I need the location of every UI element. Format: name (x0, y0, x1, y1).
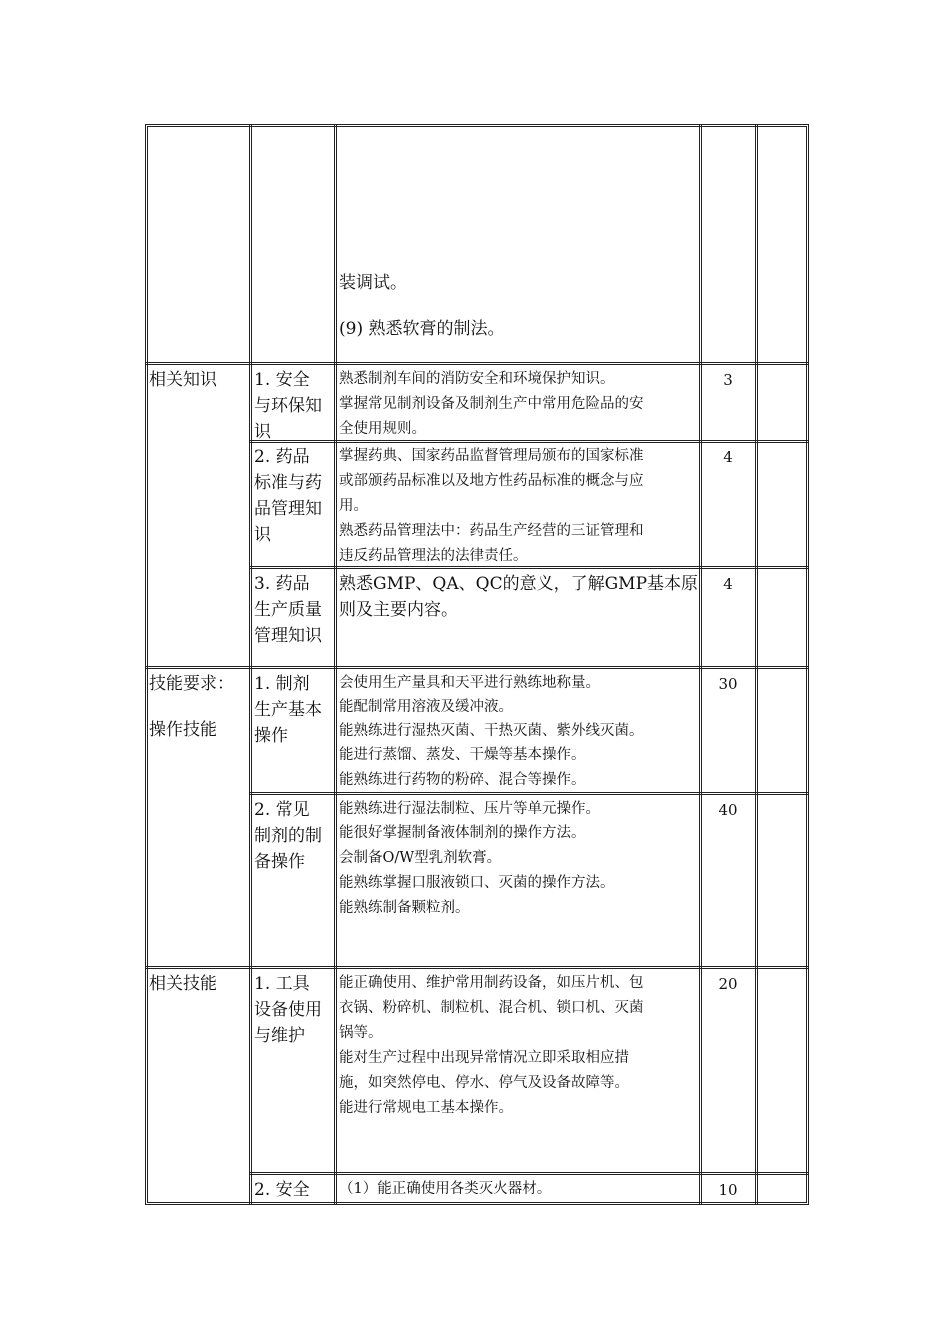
item-label: 操作 (254, 726, 288, 746)
item-label: 识 (254, 422, 271, 442)
col-divider-4 (755, 124, 758, 1205)
item-label: 3. 药品 (254, 574, 310, 594)
content-line: 能配制常用溶液及缓冲液。 (339, 699, 513, 715)
section-label-knowledge: 相关知识 (149, 370, 217, 390)
item-label: 品管理知 (254, 499, 322, 519)
content-line: 衣锅、粉碎机、制粒机、混合机、锁口机、灭菌 (339, 1000, 644, 1016)
row-divider (249, 1172, 809, 1175)
content-line: 掌握常见制剂设备及制剂生产中常用危险品的安 (339, 396, 644, 412)
content-line: 熟悉制剂车间的消防安全和环境保护知识。 (339, 371, 615, 387)
content-line: (9) 熟悉软膏的制法。 (339, 319, 505, 339)
col-divider-2 (334, 124, 337, 1205)
item-label: 制剂的制 (254, 826, 322, 846)
item-label: 设备使用 (254, 1000, 322, 1020)
item-label: 识 (254, 525, 271, 545)
score-value: 10 (718, 1181, 738, 1199)
content-line: 能很好掌握制备液体制剂的操作方法。 (339, 825, 586, 841)
score-value: 4 (723, 575, 733, 593)
item-label: 1. 安全 (254, 370, 310, 390)
item-label: 管理知识 (254, 626, 322, 646)
item-label: 与环保知 (254, 396, 322, 416)
item-label: 与维护 (254, 1026, 305, 1046)
item-label: 1. 制剂 (254, 674, 310, 694)
content-line: 能熟练进行湿热灭菌、干热灭菌、紫外线灭菌。 (339, 723, 644, 739)
content-line: 能熟练制备颗粒剂。 (339, 900, 470, 916)
content-line: 或部颁药品标准以及地方性药品标准的概念与应 (339, 473, 644, 489)
score-value: 3 (723, 371, 733, 389)
content-line: 能熟练掌握口服液锁口、灭菌的操作方法。 (339, 875, 615, 891)
col-divider-3 (699, 124, 702, 1205)
item-label: 2. 安全 (254, 1180, 310, 1200)
content-line: 熟悉药品管理法中：药品生产经营的三证管理和 (339, 523, 644, 539)
item-label: 2. 药品 (254, 447, 310, 467)
content-line: 施，如突然停电、停水、停气及设备故障等。 (339, 1075, 629, 1091)
content-line: 会使用生产量具和天平进行熟练地称量。 (339, 675, 600, 691)
row-divider (249, 440, 809, 443)
row-divider (145, 362, 809, 365)
content-line: 则及主要内容。 (339, 600, 458, 620)
content-line: 能熟练进行药物的粉碎、混合等操作。 (339, 772, 586, 788)
item-label: 备操作 (254, 852, 305, 872)
content-line: 违反药品管理法的法律责任。 (339, 548, 528, 564)
item-label: 标准与药 (254, 473, 322, 493)
content-line: 能对生产过程中出现异常情况立即采取相应措 (339, 1050, 629, 1066)
content-line: 装调试。 (339, 273, 407, 293)
content-line: 能进行蒸馏、蒸发、干燥等基本操作。 (339, 747, 586, 763)
item-label: 生产质量 (254, 600, 322, 620)
content-line: （1）能正确使用各类灭火器材。 (339, 1181, 552, 1197)
content-line: 熟悉GMP、QA、QC的意义，了解GMP基本原 (339, 574, 699, 594)
content-line: 能正确使用、维护常用制药设备，如压片机、包 (339, 975, 644, 991)
content-table (145, 124, 809, 1205)
content-line: 掌握药典、国家药品监督管理局颁布的国家标准 (339, 448, 644, 464)
content-line: 能熟练进行湿法制粒、压片等单元操作。 (339, 801, 600, 817)
row-divider (145, 966, 809, 969)
col-divider-1 (249, 124, 252, 1205)
content-line: 会制备O/W型乳剂软膏。 (339, 850, 502, 866)
content-line: 全使用规则。 (339, 421, 426, 437)
content-line: 锅等。 (339, 1025, 383, 1041)
item-label: 生产基本 (254, 700, 322, 720)
section-label-skill-requirements: 技能要求： (149, 674, 234, 694)
score-value: 4 (723, 448, 733, 466)
row-divider (145, 666, 809, 669)
score-value: 30 (718, 675, 738, 693)
content-line: 能进行常规电工基本操作。 (339, 1100, 513, 1116)
score-value: 20 (718, 975, 738, 993)
row-divider (249, 566, 809, 569)
item-label: 1. 工具 (254, 974, 310, 994)
item-label: 2. 常见 (254, 800, 310, 820)
section-label-related-skills: 相关技能 (149, 974, 217, 994)
content-line: 用。 (339, 498, 368, 514)
score-value: 40 (718, 801, 738, 819)
section-label-operation-skills: 操作技能 (149, 720, 217, 740)
